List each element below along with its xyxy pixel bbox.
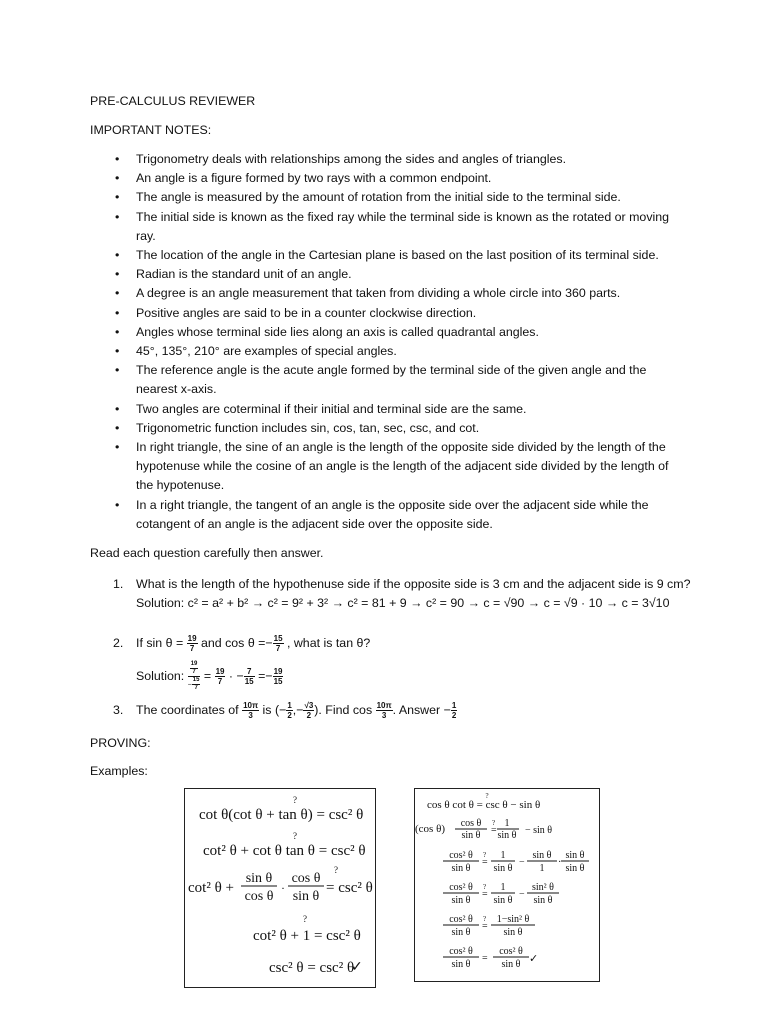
note-text: Radian is the standard unit of an angle. [136,267,352,282]
proof-numerator: 1 [504,818,510,829]
numerator: 7 [244,667,255,677]
note-text: In right triangle, the sine of an angle is the length of the opposite side divided by the length of the hypotenuse while the cosine of an angle is the length of the adjacent side divided by the length of the hypotenuse. [136,440,669,493]
proving-heading: PROVING: [90,736,151,750]
proof-text: − [519,857,525,868]
proof-example-1 [184,788,376,988]
note-item [115,208,675,246]
denominator: 7 [192,669,196,676]
denominator: 2 [306,711,312,721]
note-item [115,361,675,399]
note-item [115,400,675,419]
denominator: 7 [194,685,198,692]
fraction [242,701,259,720]
note-text: 45°, 135°, 210° are examples of special angles. [136,344,397,359]
numerator: 19 [273,667,283,677]
checkmark-icon: ✓ [351,960,363,975]
proof-denominator: sin θ [501,959,521,970]
question-number: 2. [113,636,124,650]
note-text: A degree is an angle measurement that taken from dividing a whole circle into 360 parts. [136,286,621,301]
fraction [244,667,255,686]
denominator: 2 [451,711,457,721]
fraction [451,701,457,720]
proof-denominator: sin θ [533,895,553,906]
proof-question-mark: ? [485,792,489,800]
fraction [273,667,284,686]
fraction [215,667,226,686]
proof-numerator: 1−sin² θ [496,914,530,925]
denominator: 15 [244,677,254,687]
examples-heading: Examples: [90,764,148,778]
denominator: 7 [189,644,195,654]
question-2 [113,634,703,692]
note-item [115,284,675,303]
note-text: An angle is a figure formed by two rays with a common endpoint. [136,171,492,186]
bullet-icon: • [115,267,120,282]
fraction [303,701,314,720]
text-run: =− [254,669,273,683]
equals: = [482,953,488,964]
question-text: What is the length of the hypothenuse side if the opposite side is 3 cm and the adjacent side is 9 cm? [136,577,691,591]
text-run: Solution: [136,669,188,683]
text-run: . Answer − [392,703,451,717]
proof-denominator: cos θ [244,889,274,904]
bullet-icon: • [115,363,120,378]
proof-line-5: csc² θ = csc² θ [269,960,355,976]
equals: = [482,857,488,868]
text-run: The coordinates of [136,703,243,717]
note-item [115,496,675,534]
proof-numerator: cos² θ [449,882,473,893]
note-item [115,265,675,284]
equals: = [491,825,497,836]
question-text [136,634,703,653]
proof-denominator: sin θ [565,863,585,874]
solution-text: Solution: c² = a² + b² → c² = 9² + 3² → c² = 81 + 9 → c² = 90 → c = √90 → c = √9 · 10 → c = 3√10 [136,596,670,610]
proof-numerator: 1 [500,882,506,893]
text-run: ). Find cos [314,703,376,717]
text-run: and cos θ =− [197,636,273,650]
proof-question-mark: ? [303,914,307,924]
note-text: The initial side is known as the fixed ray while the terminal side is known as the rotated or moving ray. [136,209,670,243]
denominator: 3 [248,711,253,721]
proof-line-1: cot θ(cot θ + tan θ) = csc² θ [199,807,364,823]
proof-denominator: sin θ [493,863,513,874]
note-item [115,188,675,207]
bullet-icon: • [115,286,120,301]
checkmark-icon: ✓ [529,953,539,965]
question-text [136,701,703,720]
proof-numerator: 1 [500,850,506,861]
document-title: PRE-CALCULUS REVIEWER [90,94,256,108]
question-3 [113,701,703,720]
question-number: 1. [113,577,124,591]
denominator: 7 [217,677,223,687]
proof-question-mark: ? [492,819,496,827]
text-run: If sin θ = [136,636,187,650]
proof-line-1: cos θ cot θ = csc θ − sin θ [427,799,541,811]
solution-text [136,661,703,692]
bullet-icon: • [115,209,120,224]
equals: = [482,921,488,932]
proof-numerator: cos² θ [449,914,473,925]
denominator: 7 [275,644,281,654]
fraction [190,661,199,676]
numerator: 1 [287,701,292,711]
note-item [115,150,675,169]
numerator: 19 [190,661,198,668]
note-item [115,246,675,265]
dot-operator: · [558,857,562,868]
numerator: 19 [215,667,225,677]
bullet-icon: • [115,305,120,320]
proof-line-4: cot² θ + 1 = csc² θ [253,928,361,944]
proof-denominator: 1 [539,863,545,874]
note-text: Trigonometric function includes sin, cos, tan, sec, csc, and cot. [136,420,480,435]
denominator: 15 [273,677,283,687]
note-text: The angle is measured by the amount of rotation from the initial side to the terminal side. [136,190,621,205]
numerator: 19 [187,634,197,644]
proof-numerator: cos² θ [499,946,523,957]
proof-text: − sin θ [525,825,553,836]
note-item [115,419,675,438]
proof-numerator: sin θ [245,871,273,886]
denominator: 3 [381,711,387,721]
text-run: − [187,681,192,689]
bullet-icon: • [115,344,120,359]
text-run: · − [225,669,244,683]
proof-numerator: sin θ [532,850,552,861]
proof-numerator: sin θ [565,850,585,861]
notes-heading: IMPORTANT NOTES: [90,123,212,137]
numerator: 10π [243,701,259,711]
proof-denominator: sin θ [451,895,471,906]
note-item [115,323,675,342]
proof-line-3-left: cot² θ + [188,880,234,896]
bullet-icon: • [115,171,120,186]
note-text: The reference angle is the acute angle formed by the terminal side of the given angle and the nearest x-axis. [136,363,647,397]
fraction [376,701,393,720]
proof-denominator: sin θ [451,927,471,938]
note-text: Trigonometry deals with relationships among the sides and angles of triangles. [136,152,567,166]
proof-text: − [519,889,525,900]
proof-text: (cos θ) [415,823,446,835]
proof-denominator: sin θ [451,863,471,874]
proof-question-mark: ? [293,795,297,805]
proof-numerator: cos θ [460,818,482,829]
denominator: 2 [287,711,292,721]
note-text: Positive angles are said to be in a counter clockwise direction. [136,305,477,320]
proof-denominator: sin θ [503,927,523,938]
proof-question-mark: ? [483,915,487,923]
proof-question-mark: ? [483,883,487,891]
text-run: ,− [292,703,304,717]
equals: = [482,889,488,900]
note-item [115,304,675,323]
proof-example-2 [414,788,600,982]
note-item [115,438,675,496]
numerator: 1 [451,701,457,711]
bullet-icon: • [115,497,120,512]
fraction [187,634,198,653]
bullet-icon: • [115,401,120,416]
text-run: is (− [259,703,287,717]
proof-numerator: cos θ [291,871,321,886]
proof-denominator: sin θ [451,959,471,970]
proof-line-2: cot² θ + cot θ tan θ = csc² θ [203,843,366,859]
note-text: In a right triangle, the tangent of an angle is the opposite side over the adjacent side while the cotangent of an angle is the adjacent side over the opposite side. [136,497,649,531]
question-number: 3. [113,703,124,717]
note-item [115,342,675,361]
proof-numerator: cos² θ [449,946,473,957]
proof-question-mark: ? [483,851,487,859]
note-text: Angles whose terminal side lies along an axis is called quadrantal angles. [136,324,539,339]
proof-denominator: sin θ [493,895,513,906]
text-run: , what is tan θ? [283,636,371,650]
nested-numerator [188,661,201,677]
proof-line-3-right: = csc² θ [326,880,373,896]
fraction [273,634,284,653]
text-run: = [200,669,215,683]
bullet-icon: • [115,190,120,205]
bullet-icon: • [115,440,120,455]
numerator: 15 [192,677,200,684]
nested-fraction [188,661,201,692]
dot-operator: · [281,881,285,895]
proof-numerator: cos² θ [449,850,473,861]
question-1 [113,575,703,613]
bullet-icon: • [115,420,120,435]
proof-denominator: sin θ [292,889,320,904]
proof-question-mark: ? [334,865,338,875]
nested-denominator [188,677,201,692]
bullet-icon: • [115,152,120,166]
numerator: √3 [304,701,314,711]
proof-denominator: sin θ [461,830,481,841]
note-item [115,169,675,188]
instructions: Read each question carefully then answer. [90,546,324,560]
note-text: The location of the angle in the Cartesian plane is based on the last position of its terminal side. [136,248,659,263]
note-text: Two angles are coterminal if their initial and terminal side are the same. [136,401,527,416]
bullet-icon: • [115,324,120,339]
bullet-icon: • [115,248,120,263]
numerator: 10π [376,701,392,711]
numerator: 15 [273,634,283,644]
proof-denominator: sin θ [497,830,517,841]
proof-numerator: sin² θ [532,882,554,893]
proof-question-mark: ? [293,831,297,841]
notes-list [115,150,675,534]
